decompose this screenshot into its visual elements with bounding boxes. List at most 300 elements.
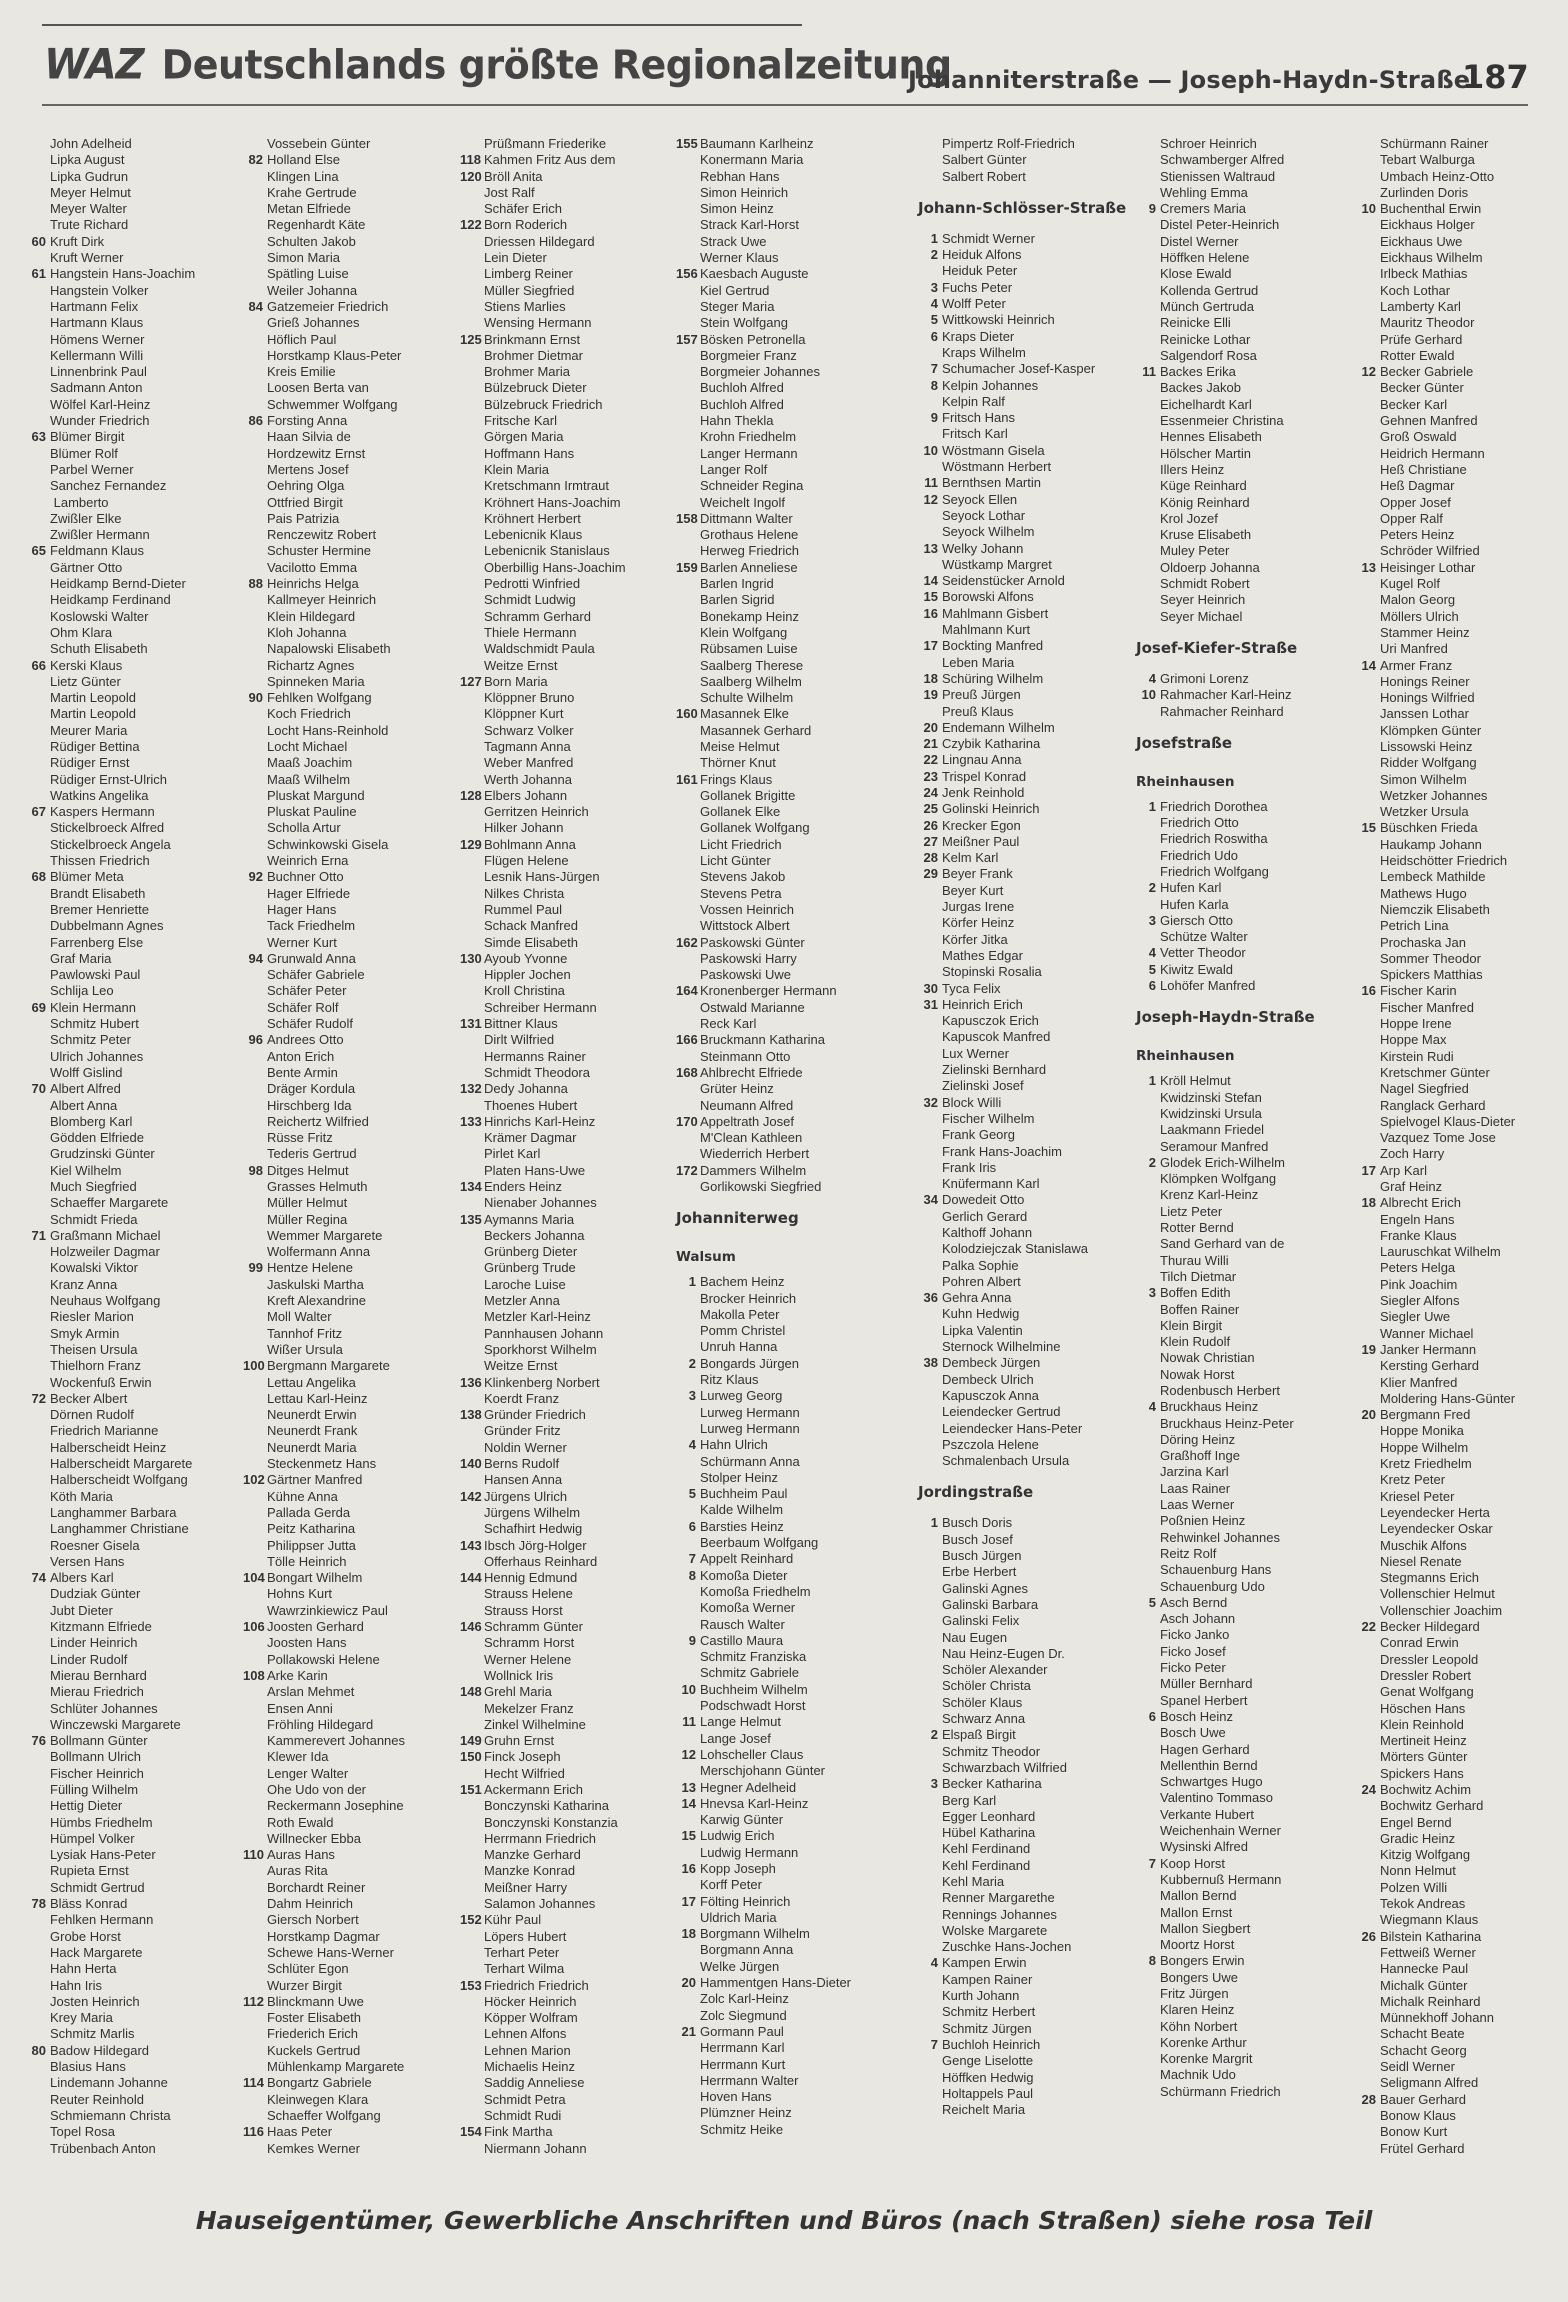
resident-name: Limberg Reiner bbox=[484, 266, 573, 282]
resident-name: Becker Hildegard bbox=[1380, 1619, 1480, 1635]
street-heading: Josefstraße bbox=[1136, 733, 1233, 752]
resident-name: Trute Richard bbox=[50, 217, 129, 233]
house-number: 15 bbox=[1361, 820, 1376, 836]
resident-name: Honings Wilfried bbox=[1380, 690, 1475, 706]
directory-entry bbox=[26, 1749, 230, 1765]
house-number: 158 bbox=[676, 510, 698, 526]
house-number: 7 bbox=[930, 361, 938, 377]
resident-name: Borowski Alfons bbox=[942, 589, 1034, 605]
directory-entry bbox=[918, 524, 1122, 540]
resident-name: Wunder Friedrich bbox=[50, 413, 150, 429]
directory-entry bbox=[918, 1825, 1122, 1841]
house-number: 5 bbox=[1148, 961, 1156, 977]
house-number: 16 bbox=[681, 1860, 696, 1876]
directory-entry bbox=[676, 837, 880, 853]
resident-name: Leyendecker Oskar bbox=[1380, 1521, 1493, 1537]
directory-entry bbox=[1136, 185, 1340, 201]
resident-name: Aymanns Maria bbox=[484, 1211, 575, 1227]
directory-entry bbox=[460, 332, 664, 348]
resident-name: Siegler Uwe bbox=[1380, 1309, 1451, 1325]
directory-entry bbox=[243, 1798, 447, 1814]
house-number: 112 bbox=[243, 1993, 264, 2009]
house-number: 155 bbox=[676, 136, 698, 151]
resident-name: Heidkamp Ferdinand bbox=[50, 592, 171, 608]
directory-entry bbox=[26, 1652, 230, 1668]
house-number: 2 bbox=[930, 1727, 938, 1743]
directory-entry bbox=[243, 462, 447, 478]
resident-name: Driessen Hildegard bbox=[484, 233, 595, 249]
directory-entry bbox=[1136, 1513, 1340, 1529]
directory-entry bbox=[26, 332, 230, 348]
house-number: 4 bbox=[930, 1955, 938, 1971]
resident-name: Krol Jozef bbox=[1160, 510, 1218, 526]
directory-entry bbox=[243, 1570, 447, 1586]
resident-name: Klinkenberg Norbert bbox=[484, 1374, 600, 1390]
resident-name: Castillo Maura bbox=[700, 1632, 784, 1648]
directory-entry bbox=[243, 592, 447, 608]
house-number: 22 bbox=[1361, 1619, 1376, 1635]
house-number: 2 bbox=[688, 1355, 696, 1371]
resident-name: Makolla Peter bbox=[700, 1306, 780, 1322]
resident-name: Schneider Regina bbox=[700, 478, 804, 494]
resident-name: Simde Elisabeth bbox=[484, 934, 578, 950]
house-number: 162 bbox=[676, 934, 698, 950]
directory-entry bbox=[1136, 962, 1340, 978]
resident-name: Busch Josef bbox=[942, 1531, 1013, 1547]
directory-entry bbox=[26, 348, 230, 364]
resident-name: Sporkhorst Wilhelm bbox=[484, 1341, 597, 1357]
directory-entry bbox=[1136, 527, 1340, 543]
directory-entry bbox=[1356, 772, 1560, 788]
directory-entry bbox=[676, 2008, 880, 2024]
directory-entry bbox=[918, 850, 1122, 866]
directory-entry bbox=[676, 967, 880, 983]
directory-entry bbox=[676, 413, 880, 429]
resident-name: Friederich Erich bbox=[267, 2026, 359, 2042]
resident-name: Mallon Siegbert bbox=[1160, 1920, 1251, 1936]
directory-entry bbox=[676, 1372, 880, 1388]
directory-entry bbox=[1356, 1521, 1560, 1537]
directory-entry bbox=[676, 918, 880, 934]
resident-name: Heidrich Hermann bbox=[1380, 445, 1485, 461]
resident-name: Bente Armin bbox=[267, 1064, 338, 1080]
resident-name: Hümpel Volker bbox=[50, 1830, 135, 1846]
directory-entry bbox=[1136, 1611, 1340, 1627]
resident-name: Platen Hans-Uwe bbox=[484, 1162, 586, 1178]
house-number: 5 bbox=[688, 1486, 696, 1502]
resident-name: Graf Maria bbox=[50, 950, 112, 966]
directory-entry bbox=[460, 543, 664, 559]
resident-name: Niesel Renate bbox=[1380, 1553, 1462, 1569]
resident-name: Maaß Wilhelm bbox=[267, 771, 351, 787]
directory-entry bbox=[460, 2043, 664, 2059]
directory-entry bbox=[26, 1065, 230, 1081]
resident-name: Regenhardt Käte bbox=[267, 217, 366, 233]
resident-name: Gerritzen Heinrich bbox=[484, 804, 589, 820]
resident-name: Schaeffer Margarete bbox=[50, 1195, 169, 1211]
house-number: 130 bbox=[460, 950, 482, 966]
resident-name: Lurweg Hermann bbox=[700, 1420, 800, 1436]
resident-name: Körfer Heinz bbox=[942, 915, 1015, 931]
directory-entry bbox=[460, 576, 664, 592]
directory-entry bbox=[918, 1160, 1122, 1176]
directory-entry bbox=[1136, 1448, 1340, 1464]
resident-name: Finck Joseph bbox=[484, 1749, 561, 1765]
resident-name: Michalk Günter bbox=[1380, 1977, 1468, 1993]
directory-entry bbox=[918, 948, 1122, 964]
resident-name: Stolper Heinz bbox=[700, 1469, 779, 1485]
directory-entry bbox=[1136, 250, 1340, 266]
directory-entry bbox=[1356, 739, 1560, 755]
directory-entry bbox=[26, 1472, 230, 1488]
directory-entry bbox=[243, 886, 447, 902]
directory-entry bbox=[1356, 1000, 1560, 1016]
directory-entry bbox=[26, 2124, 230, 2140]
resident-name: Grobe Horst bbox=[50, 1928, 121, 1944]
house-number: 63 bbox=[31, 429, 46, 445]
resident-name: Langhammer Christiane bbox=[50, 1521, 189, 1537]
resident-name: Kapuscok Manfred bbox=[942, 1029, 1051, 1045]
resident-name: Haan Silvia de bbox=[267, 429, 351, 445]
resident-name: Gehnen Manfred bbox=[1380, 413, 1478, 429]
directory-entry bbox=[676, 1633, 880, 1649]
resident-name: Kiel Wilhelm bbox=[50, 1162, 122, 1178]
resident-name: Eickhaus Uwe bbox=[1380, 233, 1463, 249]
resident-name: Rahmacher Reinhard bbox=[1160, 703, 1284, 719]
directory-entry bbox=[460, 397, 664, 413]
resident-name: Heinrichs Helga bbox=[267, 576, 359, 592]
directory-entry bbox=[460, 1912, 664, 1928]
resident-name: Kreft Alexandrine bbox=[267, 1293, 367, 1309]
house-number: 68 bbox=[31, 869, 46, 885]
directory-entry bbox=[1136, 217, 1340, 233]
directory-entry bbox=[1136, 1627, 1340, 1643]
directory-entry bbox=[26, 315, 230, 331]
directory-entry bbox=[676, 495, 880, 511]
house-number: 21 bbox=[923, 736, 938, 752]
resident-name: Krämer Dagmar bbox=[484, 1130, 577, 1146]
resident-name: Michalk Reinhard bbox=[1380, 1993, 1481, 2009]
directory-entry bbox=[243, 1945, 447, 1961]
house-number: 69 bbox=[31, 999, 46, 1015]
resident-name: Lettau Karl-Heinz bbox=[267, 1390, 368, 1406]
directory-entry bbox=[243, 1423, 447, 1439]
resident-name: Kraps Wilhelm bbox=[942, 344, 1026, 360]
resident-name: Schröder Wilfried bbox=[1380, 543, 1480, 559]
resident-name: Glodek Erich-Wilhelm bbox=[1160, 1154, 1285, 1170]
resident-name: Jarzina Karl bbox=[1160, 1464, 1229, 1480]
resident-name: Bruckhaus Heinz bbox=[1160, 1399, 1259, 1415]
resident-name: Kraps Dieter bbox=[942, 328, 1015, 344]
resident-name: Hager Hans bbox=[267, 901, 337, 917]
resident-name: Schmitz Peter bbox=[50, 1032, 131, 1048]
house-number: 160 bbox=[676, 706, 698, 722]
house-number: 6 bbox=[688, 1518, 696, 1534]
resident-name: Vollenschier Joachim bbox=[1380, 1602, 1503, 1618]
directory-entry bbox=[243, 217, 447, 233]
resident-name: Kehl Ferdinand bbox=[942, 1857, 1031, 1873]
resident-name: Heiduk Peter bbox=[942, 263, 1018, 279]
resident-name: Klein Wolfgang bbox=[700, 624, 788, 640]
directory-entry bbox=[918, 1923, 1122, 1939]
directory-entry bbox=[676, 299, 880, 315]
resident-name: Grasses Helmuth bbox=[267, 1179, 368, 1194]
resident-name: Albert Alfred bbox=[50, 1081, 121, 1097]
resident-name: Mertineit Heinz bbox=[1380, 1733, 1467, 1749]
house-number: 159 bbox=[676, 559, 698, 575]
directory-entry bbox=[26, 1212, 230, 1228]
directory-entry bbox=[918, 704, 1122, 720]
directory-entry bbox=[460, 1635, 664, 1651]
directory-entry bbox=[676, 820, 880, 836]
directory-entry bbox=[1356, 674, 1560, 690]
resident-name: Ludwig Erich bbox=[700, 1828, 775, 1844]
directory-entry bbox=[918, 2086, 1122, 2102]
resident-name: Elbers Johann bbox=[484, 787, 568, 803]
resident-name: Hermanns Rainer bbox=[484, 1048, 586, 1064]
directory-entry bbox=[1136, 799, 1340, 815]
directory-entry bbox=[1356, 1912, 1560, 1928]
resident-name: Müller Siegfried bbox=[484, 282, 575, 298]
resident-name: Kampen Erwin bbox=[942, 1955, 1027, 1971]
directory-entry bbox=[460, 1098, 664, 1114]
directory-entry bbox=[26, 1570, 230, 1586]
house-number: 21 bbox=[681, 2023, 696, 2039]
directory-entry bbox=[1356, 364, 1560, 380]
directory-entry bbox=[676, 1682, 880, 1698]
directory-entry bbox=[243, 853, 447, 869]
resident-name: Dembeck Ulrich bbox=[942, 1371, 1034, 1387]
house-number: 8 bbox=[1148, 1953, 1156, 1969]
resident-name: Masannek Elke bbox=[700, 706, 789, 722]
directory-entry bbox=[243, 723, 447, 739]
resident-name: Zolc Karl-Heinz bbox=[700, 1991, 789, 2007]
resident-name: Weber Manfred bbox=[484, 755, 574, 771]
resident-name: Eickhaus Wilhelm bbox=[1380, 250, 1483, 266]
resident-name: Kurth Johann bbox=[942, 1988, 1020, 2004]
directory-entry bbox=[1136, 266, 1340, 282]
directory-entry bbox=[918, 410, 1122, 426]
directory-entry bbox=[676, 560, 880, 576]
resident-name: Baumann Karlheinz bbox=[700, 136, 814, 151]
resident-name: Richartz Agnes bbox=[267, 657, 355, 673]
house-number: 10 bbox=[1141, 687, 1156, 703]
directory-entry bbox=[243, 609, 447, 625]
house-number: 65 bbox=[31, 543, 46, 559]
directory-entry bbox=[26, 1554, 230, 1570]
directory-entry bbox=[676, 1649, 880, 1665]
resident-name: Buchloh Alfred bbox=[700, 380, 784, 396]
resident-name: Wemmer Margarete bbox=[267, 1227, 383, 1243]
resident-name: Frings Klaus bbox=[700, 771, 773, 787]
resident-name: Galinski Agnes bbox=[942, 1580, 1028, 1596]
resident-name: Stienissen Waltraud bbox=[1160, 168, 1276, 184]
resident-name: Zielinski Josef bbox=[942, 1078, 1024, 1094]
resident-name: Hippler Jochen bbox=[484, 967, 571, 983]
directory-entry bbox=[918, 1727, 1122, 1743]
directory-entry bbox=[460, 1309, 664, 1325]
resident-name: Borgmeier Franz bbox=[700, 347, 797, 363]
resident-name: Schramm Günter bbox=[484, 1619, 583, 1635]
directory-entry bbox=[26, 1195, 230, 1211]
resident-name: Blümer Rolf bbox=[50, 445, 118, 461]
resident-name: Zinkel Wilhelmine bbox=[484, 1716, 586, 1732]
directory-entry bbox=[1136, 511, 1340, 527]
resident-name: Schürmann Rainer bbox=[1380, 136, 1489, 151]
directory-entry bbox=[460, 1114, 664, 1130]
directory-entry bbox=[918, 1776, 1122, 1792]
directory-entry bbox=[26, 2108, 230, 2124]
directory-entry bbox=[460, 2092, 664, 2108]
house-number: 3 bbox=[930, 1776, 938, 1792]
resident-name: Koslowski Walter bbox=[50, 608, 149, 624]
house-number: 154 bbox=[460, 2124, 482, 2140]
directory-entry bbox=[676, 1812, 880, 1828]
directory-entry bbox=[918, 394, 1122, 410]
resident-name: Roesner Gisela bbox=[50, 1537, 140, 1553]
directory-entry bbox=[1356, 935, 1560, 951]
directory-entry bbox=[918, 2037, 1122, 2053]
resident-name: Schlüter Egon bbox=[267, 1961, 349, 1977]
resident-name: Kruft Dirk bbox=[50, 233, 105, 249]
directory-entry bbox=[1136, 446, 1340, 462]
directory-entry bbox=[1136, 1758, 1340, 1774]
directory-entry bbox=[460, 1831, 664, 1847]
resident-name: Joosten Hans bbox=[267, 1635, 347, 1651]
directory-entry bbox=[243, 983, 447, 999]
resident-name: Reichertz Wilfried bbox=[267, 1113, 369, 1129]
resident-name: Friedrich Udo bbox=[1160, 847, 1239, 863]
resident-name: Lindemann Johanne bbox=[50, 2075, 168, 2091]
resident-name: Zolc Siegmund bbox=[700, 2007, 787, 2023]
directory-entry bbox=[460, 1603, 664, 1619]
directory-entry bbox=[1356, 152, 1560, 168]
resident-name: Kelpin Johannes bbox=[942, 377, 1039, 393]
resident-name: Klein Rudolf bbox=[1160, 1334, 1231, 1350]
directory-entry bbox=[1136, 929, 1340, 945]
resident-name: Schmidt Petra bbox=[484, 2091, 566, 2107]
resident-name: Neunerdt Frank bbox=[267, 1423, 358, 1439]
resident-name: Lietz Peter bbox=[1160, 1203, 1223, 1219]
directory-entry bbox=[1136, 1090, 1340, 1106]
directory-entry bbox=[243, 918, 447, 934]
resident-name: Bonekamp Heinz bbox=[700, 608, 799, 624]
house-number: 90 bbox=[248, 690, 263, 706]
directory-entry bbox=[1356, 2092, 1560, 2108]
resident-name: Honings Reiner bbox=[1380, 673, 1470, 689]
resident-name: Boffen Rainer bbox=[1160, 1301, 1240, 1317]
house-number: 80 bbox=[31, 2042, 46, 2058]
directory-entry bbox=[918, 752, 1122, 768]
resident-name: Kuhn Hedwig bbox=[942, 1306, 1020, 1322]
directory-entry bbox=[1356, 250, 1560, 266]
directory-entry bbox=[918, 1421, 1122, 1437]
resident-name: Seyock Wilhelm bbox=[942, 524, 1035, 540]
resident-name: Terhart Peter bbox=[484, 1944, 560, 1960]
house-number: 3 bbox=[930, 279, 938, 295]
resident-name: Essenmeier Christina bbox=[1160, 413, 1284, 429]
house-number: 128 bbox=[460, 787, 482, 803]
resident-name: Langer Hermann bbox=[700, 445, 798, 461]
resident-name: Fölting Heinrich bbox=[700, 1893, 791, 1909]
resident-name: John Adelheid bbox=[50, 136, 132, 151]
resident-name: Döring Heinz bbox=[1160, 1431, 1236, 1447]
directory-entry bbox=[460, 1880, 664, 1896]
directory-entry bbox=[243, 1782, 447, 1798]
directory-entry bbox=[918, 997, 1122, 1013]
directory-entry bbox=[243, 527, 447, 543]
directory-entry bbox=[1356, 1228, 1560, 1244]
directory-entry bbox=[1136, 704, 1340, 720]
directory-entry bbox=[1136, 1562, 1340, 1578]
resident-name: Nau Heinz-Eugen Dr. bbox=[942, 1645, 1065, 1661]
house-number: 104 bbox=[243, 1570, 265, 1586]
house-number: 142 bbox=[460, 1488, 482, 1504]
resident-name: Schwarz Volker bbox=[484, 722, 574, 738]
directory-entry bbox=[26, 1619, 230, 1635]
directory-entry bbox=[918, 492, 1122, 508]
district-heading: Walsum bbox=[676, 1249, 736, 1266]
directory-entry bbox=[676, 1714, 880, 1730]
resident-name: Stammer Heinz bbox=[1380, 624, 1470, 640]
resident-name: Prüfe Gerhard bbox=[1380, 331, 1463, 347]
directory-entry bbox=[26, 380, 230, 396]
resident-name: Lesnik Hans-Jürgen bbox=[484, 869, 600, 885]
resident-name: Spielvogel Klaus-Dieter bbox=[1380, 1113, 1516, 1129]
directory-entry bbox=[676, 1698, 880, 1714]
resident-name: Bilstein Katharina bbox=[1380, 1928, 1482, 1944]
resident-name: Loosen Berta van bbox=[267, 380, 369, 396]
top-rule bbox=[42, 24, 802, 26]
resident-name: Sadmann Anton bbox=[50, 380, 143, 396]
resident-name: Stopinski Rosalia bbox=[942, 964, 1042, 980]
resident-name: Siegler Alfons bbox=[1380, 1293, 1460, 1309]
directory-entry bbox=[26, 1456, 230, 1472]
house-number: 17 bbox=[1361, 1162, 1376, 1178]
directory-entry bbox=[26, 2010, 230, 2026]
directory-entry bbox=[1136, 978, 1340, 994]
directory-entry bbox=[460, 169, 664, 185]
directory-entry bbox=[1356, 1863, 1560, 1879]
resident-name: Neunerdt Maria bbox=[267, 1439, 357, 1455]
directory-entry bbox=[1136, 462, 1340, 478]
directory-entry bbox=[1356, 902, 1560, 918]
resident-name: Rübsamen Luise bbox=[700, 641, 798, 657]
resident-name: Meurer Maria bbox=[50, 722, 128, 738]
resident-name: Brohmer Maria bbox=[484, 364, 570, 380]
resident-name: Kruft Werner bbox=[50, 250, 124, 266]
directory-entry bbox=[1356, 1570, 1560, 1586]
directory-entry bbox=[1136, 380, 1340, 396]
resident-name: Lux Werner bbox=[942, 1045, 1009, 1061]
directory-entry bbox=[26, 446, 230, 462]
resident-name: Jenk Reinhold bbox=[942, 784, 1025, 800]
resident-name: Kretschmer Günter bbox=[1380, 1064, 1490, 1080]
resident-name: Haukamp Johann bbox=[1380, 836, 1482, 852]
resident-name: Schöler Klaus bbox=[942, 1694, 1023, 1710]
resident-name: Barsties Heinz bbox=[700, 1518, 784, 1534]
directory-entry bbox=[1356, 201, 1560, 217]
resident-name: Komoßa Friedhelm bbox=[700, 1583, 811, 1599]
directory-entry bbox=[243, 1146, 447, 1162]
directory-entry bbox=[676, 348, 880, 364]
resident-name: Schuster Hermine bbox=[267, 543, 372, 559]
directory-entry bbox=[26, 1146, 230, 1162]
directory-entry bbox=[1356, 723, 1560, 739]
resident-name: Münch Gertruda bbox=[1160, 298, 1254, 314]
resident-name: Wölfel Karl-Heinz bbox=[50, 396, 151, 412]
resident-name: Pallada Gerda bbox=[267, 1504, 351, 1520]
